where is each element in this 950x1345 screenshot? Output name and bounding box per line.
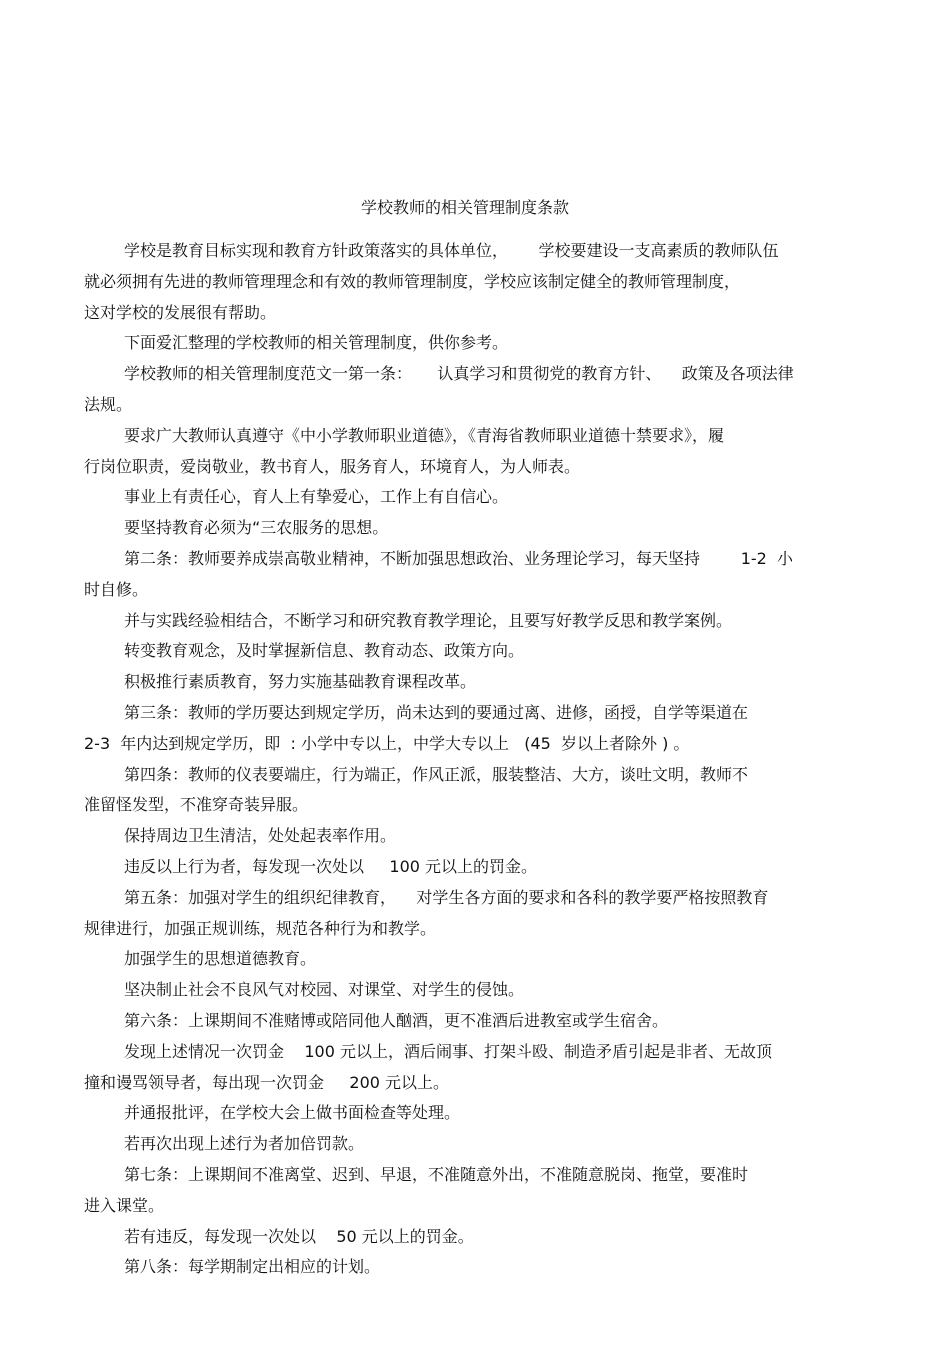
text-line: 就必须拥有先进的教师管理理念和有效的教师管理制度，学校应该制定健全的教师管理制度， <box>84 271 741 291</box>
text-line: 学校教师的相关管理制度范文一第一条： 认真学习和贯彻党的教育方针、 政策及各项法律 <box>124 364 794 384</box>
text-line: 行岗位职责，爱岗敬业，教书育人，服务育人，环境育人，为人师表。 <box>84 456 581 476</box>
text-line: 规律进行，加强正规训练，规范各种行为和教学。 <box>84 918 437 938</box>
text-line: 第八条：每学期制定出相应的计划。 <box>124 1257 381 1277</box>
text-line: 时自修。 <box>84 579 149 599</box>
text-line: 进入课堂。 <box>84 1195 165 1215</box>
text-line: 坚决制止社会不良风气对校园、对课堂、对学生的侵蚀。 <box>124 980 525 1000</box>
text-line: 第四条：教师的仪表要端庄，行为端正，作风正派，服装整洁、大方，谈吐文明，教师不 <box>124 764 749 784</box>
text-line: 若再次出现上述行为者加倍罚款。 <box>124 1134 365 1154</box>
text-line: 2-3 年内达到规定学历，即 : 小学中专以上，中学大专以上 (45 岁以上者除外 ) 。 <box>84 733 690 753</box>
text-line: 积极推行素质教育，努力实施基础教育课程改革。 <box>124 672 477 692</box>
text-line: 要坚持教育必须为“三农服务的思想。 <box>124 518 389 538</box>
text-line: 并通报批评，在学校大会上做书面检查等处理。 <box>124 1103 461 1123</box>
text-line: 事业上有责任心，育人上有挚爱心，工作上有自信心。 <box>124 487 509 507</box>
text-line: 第二条：教师要养成崇高敬业精神，不断加强思想政治、业务理论学习，每天坚持 1-2 小 <box>124 548 793 568</box>
text-line: 第五条：加强对学生的组织纪律教育， 对学生各方面的要求和各科的教学要严格按照教育 <box>124 887 769 907</box>
text-line: 第七条：上课期间不准离堂、迟到、早退，不准随意外出，不准随意脱岗、拖堂，要准时 <box>124 1164 749 1184</box>
text-line: 转变教育观念，及时掌握新信息、教育动态、政策方向。 <box>124 641 525 661</box>
text-line: 这对学校的发展很有帮助。 <box>84 302 277 322</box>
text-line: 第三条：教师的学历要达到规定学历，尚未达到的要通过离、进修，函授，自学等渠道在 <box>124 702 749 722</box>
text-line: 撞和谩骂领导者，每出现一次罚金 200 元以上。 <box>84 1072 450 1092</box>
text-line: 准留怪发型，不准穿奇装异服。 <box>84 795 309 815</box>
text-line: 若有违反，每发现一次处以 50 元以上的罚金。 <box>124 1226 474 1246</box>
text-line: 学校是教育目标实现和教育方针政策落实的具体单位， 学校要建设一支高素质的教师队伍 <box>124 241 779 260</box>
text-line: 保持周边卫生清洁，处处起表率作用。 <box>124 826 397 846</box>
text-line: 发现上述情况一次罚金 100 元以上，酒后闹事、打架斗殴、制造矛盾引起是非者、无故顶 <box>124 1041 772 1061</box>
text-line: 法规。 <box>84 394 133 414</box>
text-line: 要求广大教师认真遵守《中小学教师职业道德》，《青海省教师职业道德十禁要求》，履 <box>124 425 725 445</box>
document-title: 学校教师的相关管理制度条款 <box>360 198 569 217</box>
text-line: 加强学生的思想道德教育。 <box>124 949 317 969</box>
text-line: 下面爱汇整理的学校教师的相关管理制度，供你参考。 <box>124 333 509 353</box>
text-line: 第六条：上课期间不准赌博或陪同他人酗酒，更不准酒后进教室或学生宿舍。 <box>124 1010 669 1030</box>
text-line: 并与实践经验相结合，不断学习和研究教育教学理论，且要写好教学反思和教学案例。 <box>124 610 733 630</box>
text-line: 违反以上行为者，每发现一次处以 100 元以上的罚金。 <box>124 856 538 876</box>
document-body <box>84 236 874 1283</box>
